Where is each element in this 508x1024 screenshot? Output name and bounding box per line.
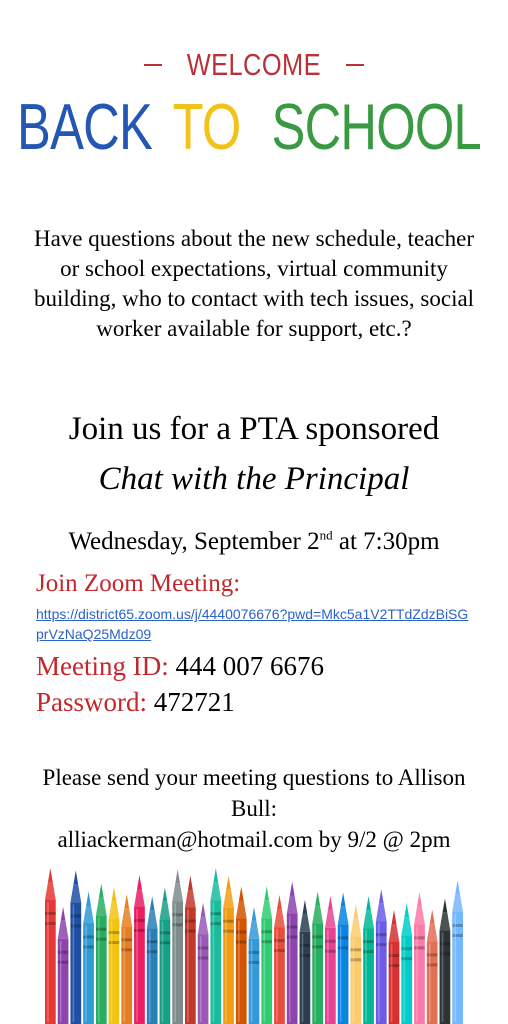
- crayon: [414, 892, 425, 1024]
- header: [0, 48, 508, 165]
- crayon: [427, 909, 438, 1024]
- crayon: [223, 876, 234, 1024]
- crayon: [287, 882, 298, 1024]
- crayon: [249, 907, 260, 1024]
- back-to-school-title: [0, 89, 508, 165]
- welcome-title: WELCOME: [186, 47, 322, 82]
- crayon: [300, 900, 311, 1024]
- crayon: [96, 884, 107, 1024]
- crayon: [350, 904, 361, 1024]
- crayon: [134, 875, 145, 1024]
- crayon: [338, 892, 349, 1024]
- crayon: [70, 870, 81, 1024]
- crayon: [363, 896, 374, 1024]
- crayon: [109, 887, 120, 1024]
- meeting-id-row: [36, 648, 476, 684]
- back-word: BACK: [16, 90, 152, 163]
- crayon: [210, 868, 221, 1024]
- crayon: [172, 869, 183, 1024]
- crayon: [376, 889, 387, 1024]
- welcome-dash-left: [144, 64, 162, 66]
- password-row: [36, 684, 476, 720]
- zoom-section: [36, 568, 476, 720]
- crayon: [261, 886, 272, 1024]
- welcome-dash-right: [346, 64, 364, 66]
- crayon: [236, 887, 247, 1024]
- to-word: TO: [172, 90, 241, 163]
- meeting-time: at 7:30pm: [332, 528, 440, 555]
- password-label: Password:: [36, 687, 148, 717]
- date-ordinal: nd: [319, 527, 333, 543]
- crayon: [440, 898, 451, 1024]
- intro-paragraph: Have questions about the new schedule, teacher or school expectations, virtual community building, who to contact with tech issues, social worker available for support, etc.?: [33, 226, 475, 341]
- crayon: [401, 903, 412, 1024]
- crayon: [160, 887, 171, 1024]
- meeting-datetime: [0, 526, 508, 558]
- school-word: SCHOOL: [271, 90, 481, 163]
- crayon: [312, 891, 323, 1024]
- join-heading: [0, 404, 508, 504]
- crayon: [83, 891, 94, 1024]
- join-line-1: Join us for a PTA sponsored: [68, 411, 440, 447]
- password-value: 472721: [153, 687, 235, 717]
- questions-line-2: alliackerman@hotmail.com by 9/2 @ 2pm: [57, 827, 451, 852]
- date-prefix: Wednesday, September 2: [68, 528, 320, 555]
- crayon: [45, 868, 56, 1024]
- crayon: [185, 876, 196, 1024]
- crayon: [325, 896, 336, 1024]
- zoom-link[interactable]: https://district65.zoom.us/j/4440076676?pwd=Mkc5a1V2TTdZdzBiSGprVzNaQ25Mdz09: [36, 606, 469, 642]
- zoom-title: Join Zoom Meeting:: [36, 570, 241, 597]
- questions-line-1: Please send your meeting questions to Allison Bull:: [42, 765, 466, 821]
- crayon: [389, 910, 400, 1024]
- welcome-row: [0, 48, 508, 82]
- join-line-2: Chat with the Principal: [98, 461, 410, 497]
- meeting-id-label: Meeting ID:: [36, 651, 169, 681]
- crayon: [121, 894, 132, 1024]
- crayon: [198, 902, 209, 1024]
- meeting-id-value: 444 007 6676: [175, 651, 324, 681]
- crayon: [58, 907, 69, 1024]
- crayon: [147, 896, 158, 1024]
- crayon: [274, 895, 285, 1024]
- crayon: [452, 880, 463, 1024]
- crayons-image: [44, 846, 464, 1024]
- questions-section: [20, 762, 488, 855]
